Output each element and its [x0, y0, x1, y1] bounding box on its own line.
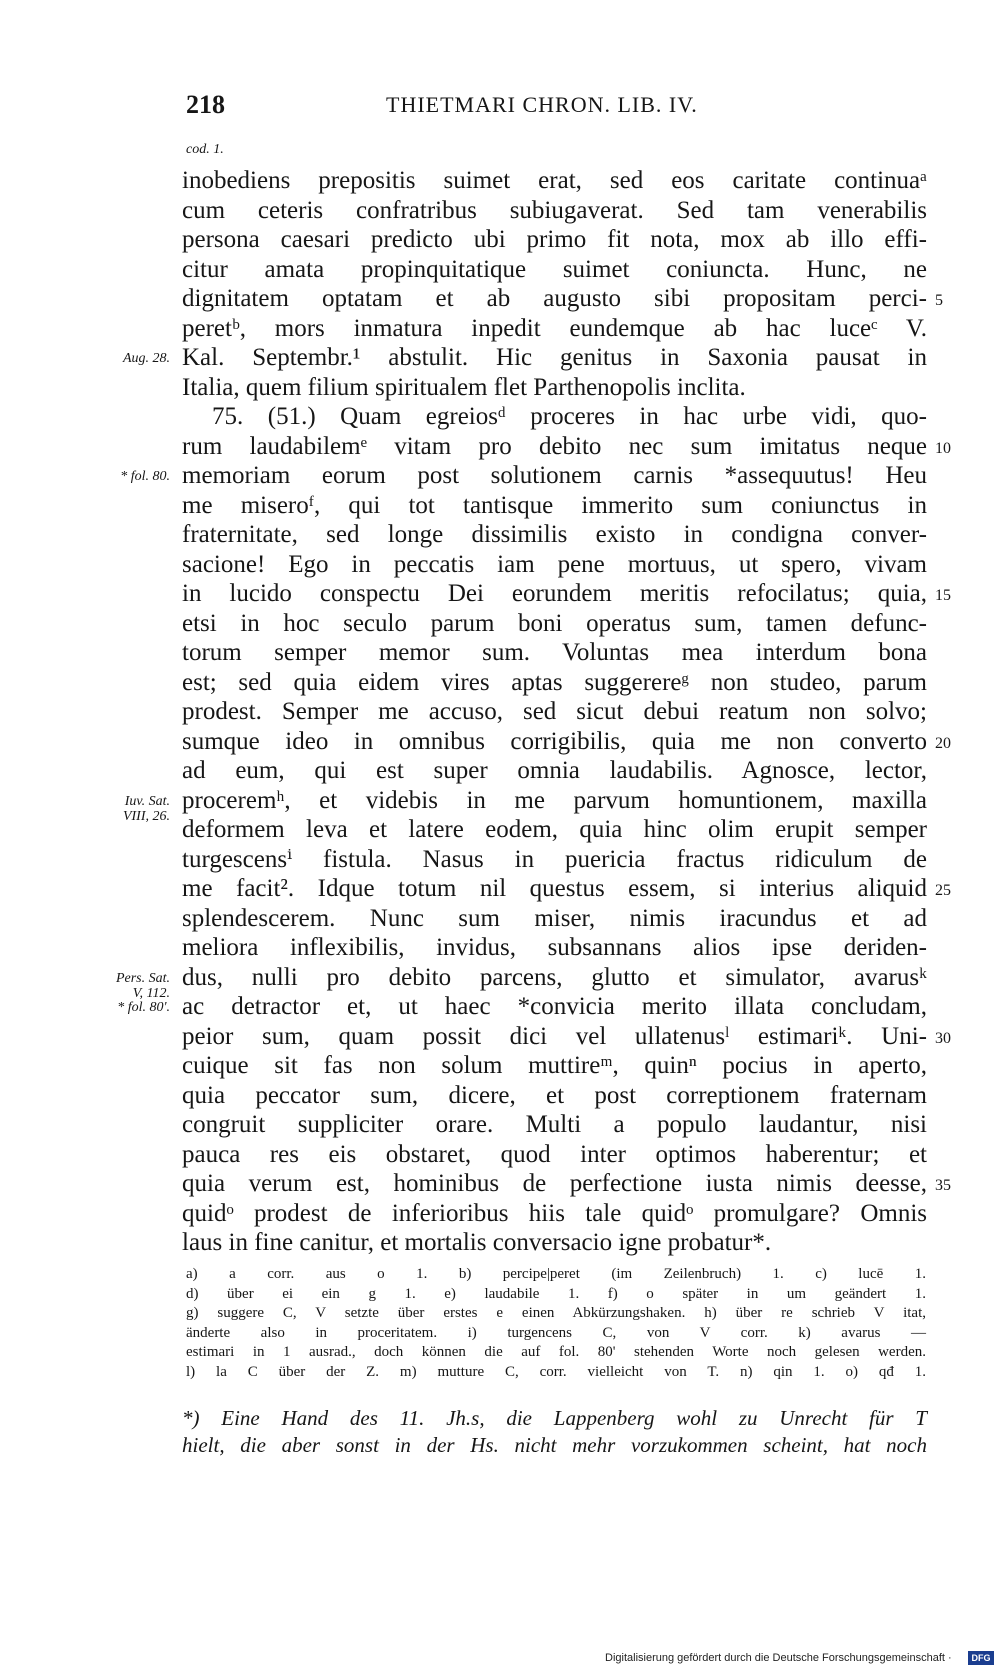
text-line: torum semper memor sum. Voluntas mea interdum bona — [182, 639, 927, 666]
text-line: in lucido conspectu Dei eorundem meritis refocilatus; quia, — [182, 580, 927, 607]
text-line: congruit suppliciter orare. Multi a populo laudantur, nisi — [182, 1111, 927, 1138]
apparatus-line: estimari in 1 ausrad., doch können die auf fol. 80' stehenden Worte noch gelesen werden. — [186, 1344, 926, 1360]
critical-apparatus — [186, 1265, 926, 1382]
text-line: Italia, quem filium spiritualem flet Parthenopolis inclita. — [182, 373, 746, 401]
text-line: quidᵒ prodest de inferioribus hiis tale quidᵒ promulgare? Omnis — [182, 1199, 927, 1227]
text-line: me miseroᶠ, qui tot tantisque immerito sum coniunctus in — [182, 491, 927, 519]
text-line: Kal. Septembr.¹ abstulit. Hic genitus in Saxonia pausat in — [182, 344, 927, 371]
text-line: turgescensⁱ fistula. Nasus in puericia fractus ridiculum de — [182, 845, 927, 873]
text-line: pauca res eis obstaret, quod inter optimos haberentur; et — [182, 1140, 927, 1168]
text-line: sacione! Ego in peccatis iam pene mortuus, ut spero, vivam — [182, 550, 927, 578]
text-line: etsi in hoc seculo parum boni operatus sum, tamen defunc- — [182, 609, 927, 637]
digitization-credit: Digitalisierung gefördert durch die Deutsche Forschungsgemeinschaft · — [605, 1652, 952, 1664]
page-header — [186, 90, 886, 130]
line-number: 35 — [935, 1177, 951, 1194]
text-line: peior sum, quam possit dici vel ullatenusˡ estimariᵏ. Uni- — [182, 1022, 927, 1050]
text-line: laus in fine canitur, et mortalis conversacio igne probatur*. — [182, 1229, 772, 1256]
text-line: 75. (51.) Quam egreiosᵈ proceres in hac urbe vidi, quo- — [212, 403, 927, 430]
text-line: sumque ideo in omnibus corrigibilis, quia me non converto — [182, 727, 927, 755]
text-line: cuique sit fas non solum muttireᵐ, quinⁿ pocius in aperto, — [182, 1052, 927, 1079]
editorial-footnote — [182, 1405, 927, 1459]
line-number: 10 — [935, 439, 951, 457]
text-line: proceremʰ, et videbis in me parvum homuntionem, maxilla — [182, 786, 927, 814]
line-number: 15 — [935, 587, 951, 604]
line-number: 5 — [935, 292, 943, 309]
text-line: peretᵇ, mors inmatura inpedit eundemque ab hac luceᶜ V. — [182, 314, 927, 342]
footnote-line: hielt, die aber sonst in der Hs. nicht mehr vorzukommen scheint, hat noch — [182, 1433, 927, 1457]
margin-note: Pers. Sat. V, 112. — [115, 970, 170, 1001]
text-line: ad eum, qui est super omnia laudabilis. Agnosce, lector, — [182, 757, 927, 784]
line-number: 25 — [935, 882, 951, 899]
apparatus-line: l) la C über der Z. m) mutture C, corr. vielleicht von T. n) qin 1. o) qđ 1. — [186, 1363, 926, 1380]
text-line: me facit². Idque totum nil questus essem, si interius aliquid — [182, 875, 927, 902]
dfg-logo: DFG — [968, 1651, 994, 1665]
text-line: citur amata propinquitatique suimet coniuncta. Hunc, ne — [182, 255, 927, 283]
text-line: ac detractor et, ut haec *convicia merito illata concludam, — [182, 993, 927, 1020]
text-line: quia peccator sum, dicere, et post correptionem fraternam — [182, 1081, 927, 1109]
text-line: est; sed quia eidem vires aptas suggerereᵍ non studeo, parum — [182, 668, 927, 696]
apparatus-line: a) a corr. aus o 1. b) percipe|peret (im Zeilenbruch) 1. c) lucē 1. — [186, 1266, 926, 1282]
codex-note: cod. 1. — [186, 142, 224, 157]
text-line: rum laudabilemᵉ vitam pro debito nec sum imitatus neque — [182, 432, 927, 460]
margin-note: Iuv. Sat. VIII, 26. — [122, 793, 170, 824]
page-number: 218 — [186, 90, 225, 119]
text-line: memoriam eorum post solutionem carnis *assequutus! Heu — [182, 462, 927, 489]
apparatus-line: g) suggere C, V setzte über erstes e einen Abkürzungshaken. h) über re schrieb V itat, — [186, 1305, 926, 1321]
text-line: splendescerem. Nunc sum miser, nimis iracundus et ad — [182, 904, 927, 932]
apparatus-line: änderte also in proceritatem. i) turgencens C, von V corr. k) avarus — — [186, 1324, 926, 1341]
margin-note: Aug. 28. — [122, 351, 170, 366]
text-line: meliora inflexibilis, invidus, subsannans alios ipse deriden- — [182, 934, 927, 961]
text-line: inobediens prepositis suimet erat, sed eos caritate continuaᵃ — [182, 167, 927, 194]
text-line: dignitatem optatam et ab augusto sibi propositam perci- — [182, 285, 927, 312]
margin-note: * fol. 80. — [120, 469, 170, 484]
text-line: prodest. Semper me accuso, sed sicut debui reatum non solvo; — [182, 698, 927, 725]
apparatus-line: d) über ei ein g 1. e) laudabile 1. f) o später in um geändert 1. — [186, 1285, 926, 1302]
main-text — [182, 166, 927, 1258]
text-line: cum ceteris confratribus subiugaverat. Sed tam venerabilis — [182, 196, 927, 224]
footnote-line: *) Eine Hand des 11. Jh.s, die Lappenberg wohl zu Unrecht für T — [182, 1406, 927, 1430]
margin-note: * fol. 80'. — [117, 1000, 170, 1015]
line-number: 20 — [935, 734, 951, 752]
line-number: 30 — [935, 1029, 951, 1047]
text-line: fraternitate, sed longe dissimilis existo in condigna conver- — [182, 521, 927, 548]
text-line: dus, nulli pro debito parcens, glutto et simulator, avarusᵏ — [182, 963, 927, 991]
text-line: deformem leva et latere eodem, quia hinc olim erupit semper — [182, 816, 927, 843]
text-line: persona caesari predicto ubi primo fit nota, mox ab illo effi- — [182, 226, 927, 253]
running-title: THIETMARI CHRON. LIB. IV. — [386, 92, 698, 117]
text-line: quia verum est, hominibus de perfectione iusta nimis deesse, — [182, 1170, 927, 1197]
